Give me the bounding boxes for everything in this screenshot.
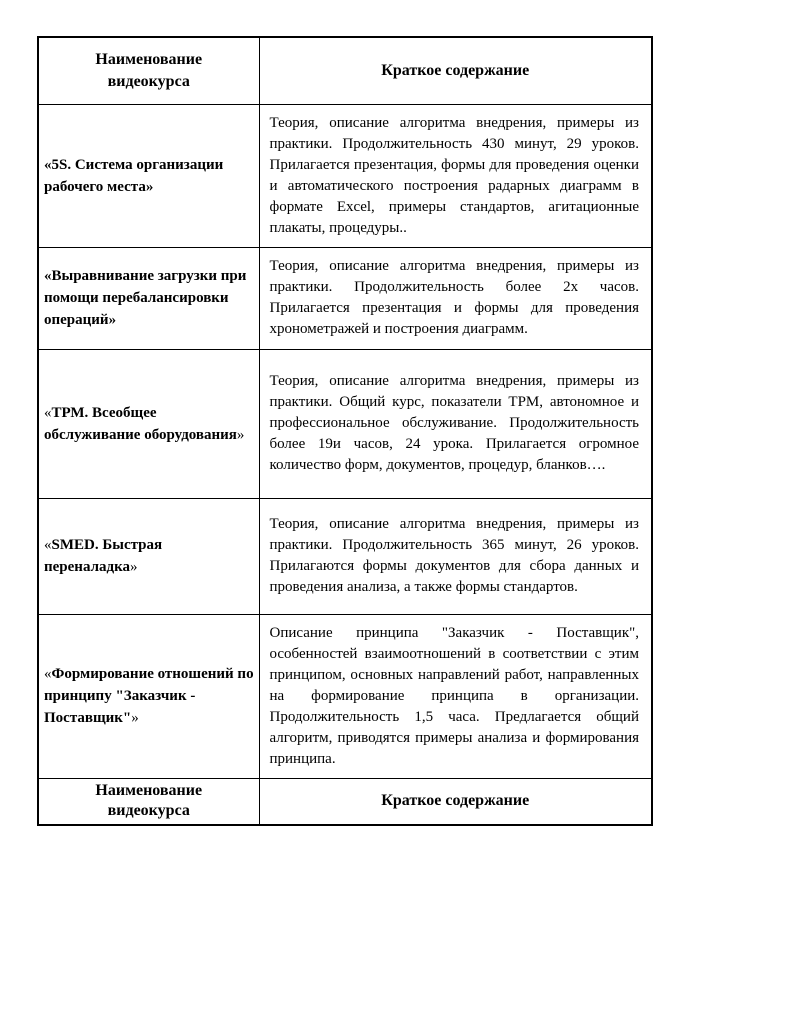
course-summary-cell bbox=[259, 349, 652, 498]
open-quote: « bbox=[44, 537, 52, 553]
course-summary-text: Теория, описание алгоритма внедрения, примеры из практики. Продолжительность 430 минут, 29 уроков. Прилагается презентация, формы для проведения оценки и автоматического построения радарных диаграмм в формате Excel, примеры стандартов, агитационные плакаты, процедуры.. bbox=[269, 114, 639, 236]
table-row bbox=[38, 247, 652, 349]
table-row bbox=[38, 614, 652, 778]
table-footer-row bbox=[38, 778, 652, 825]
course-name bbox=[44, 663, 257, 729]
open-quote: « bbox=[44, 404, 52, 421]
course-summary-cell bbox=[259, 247, 652, 349]
footer-cell-course-name bbox=[38, 778, 259, 825]
course-name-text: SMED. Быстрая переналадка bbox=[44, 537, 163, 575]
course-name-cell bbox=[38, 614, 259, 778]
table-row bbox=[38, 498, 652, 614]
header-course-name-label: Наименование видеокурса bbox=[95, 50, 203, 90]
video-courses-table bbox=[37, 36, 653, 826]
course-name-cell bbox=[38, 104, 259, 247]
course-summary-text: Теория, описание алгоритма внедрения, примеры из практики. Общий курс, показатели ТРМ, автономное и профессиональное обслуживание. Продолжительность более 19и часов, 24 урока. Прилагается огромное количество форм, документов, процедур, бланков…. bbox=[269, 373, 639, 473]
header-cell-course-name bbox=[38, 37, 259, 104]
open-quote: « bbox=[44, 268, 52, 284]
course-name-text: Выравнивание загрузки при помощи перебалансировки операций bbox=[44, 268, 247, 328]
video-courses-table-container bbox=[37, 36, 651, 826]
course-summary-cell bbox=[259, 104, 652, 247]
footer-cell-summary bbox=[259, 778, 652, 825]
course-name-text: Формирование отношений по принципу "Заказчик - Поставщик" bbox=[44, 666, 254, 726]
course-name-cell bbox=[38, 247, 259, 349]
table-header-row bbox=[38, 37, 652, 104]
course-name-text: ТРМ. Всеобщее обслуживание оборудования bbox=[44, 404, 237, 443]
close-quote: » bbox=[108, 312, 117, 328]
course-summary-text: Теория, описание алгоритма внедрения, примеры из практики. Продолжительность более 2х часов. Прилагается презентация и формы для проведения хронометражей и построения диаграмм. bbox=[269, 258, 639, 337]
footer-course-name-label: Наименование видеокурса bbox=[95, 782, 203, 820]
close-quote: » bbox=[145, 178, 154, 195]
header-summary-label: Краткое содержание bbox=[381, 61, 530, 79]
course-name-text: 5S. Система организации рабочего места bbox=[44, 156, 224, 195]
close-quote: » bbox=[130, 559, 138, 575]
header-cell-summary bbox=[259, 37, 652, 104]
course-name bbox=[44, 154, 257, 198]
open-quote: « bbox=[44, 156, 52, 173]
close-quote: » bbox=[236, 426, 245, 443]
course-summary-text: Теория, описание алгоритма внедрения, примеры из практики. Продолжительность 365 минут, 26 уроков. Прилагаются формы документов для сбора данных и проведения анализа, а также формы стандартов. bbox=[269, 516, 639, 595]
course-summary-cell bbox=[259, 614, 652, 778]
table-row bbox=[38, 349, 652, 498]
open-quote: « bbox=[44, 666, 52, 682]
course-name bbox=[44, 265, 257, 331]
course-name bbox=[44, 402, 257, 446]
table-row bbox=[38, 104, 652, 247]
course-name bbox=[44, 534, 257, 578]
footer-summary-label: Краткое содержание bbox=[381, 792, 530, 810]
course-summary-text: Описание принципа "Заказчик - Поставщик", особенностей взаимоотношений в соответствии с этим принципом, основных направлений работ, направленных на формирование принципа в организации. Продолжительность 1,5 часа. Предлагается общий алгоритм, приводятся примеры анализа и формирования принципа. bbox=[269, 624, 639, 767]
course-name-cell bbox=[38, 349, 259, 498]
close-quote: » bbox=[131, 710, 139, 726]
course-summary-cell bbox=[259, 498, 652, 614]
course-name-cell bbox=[38, 498, 259, 614]
